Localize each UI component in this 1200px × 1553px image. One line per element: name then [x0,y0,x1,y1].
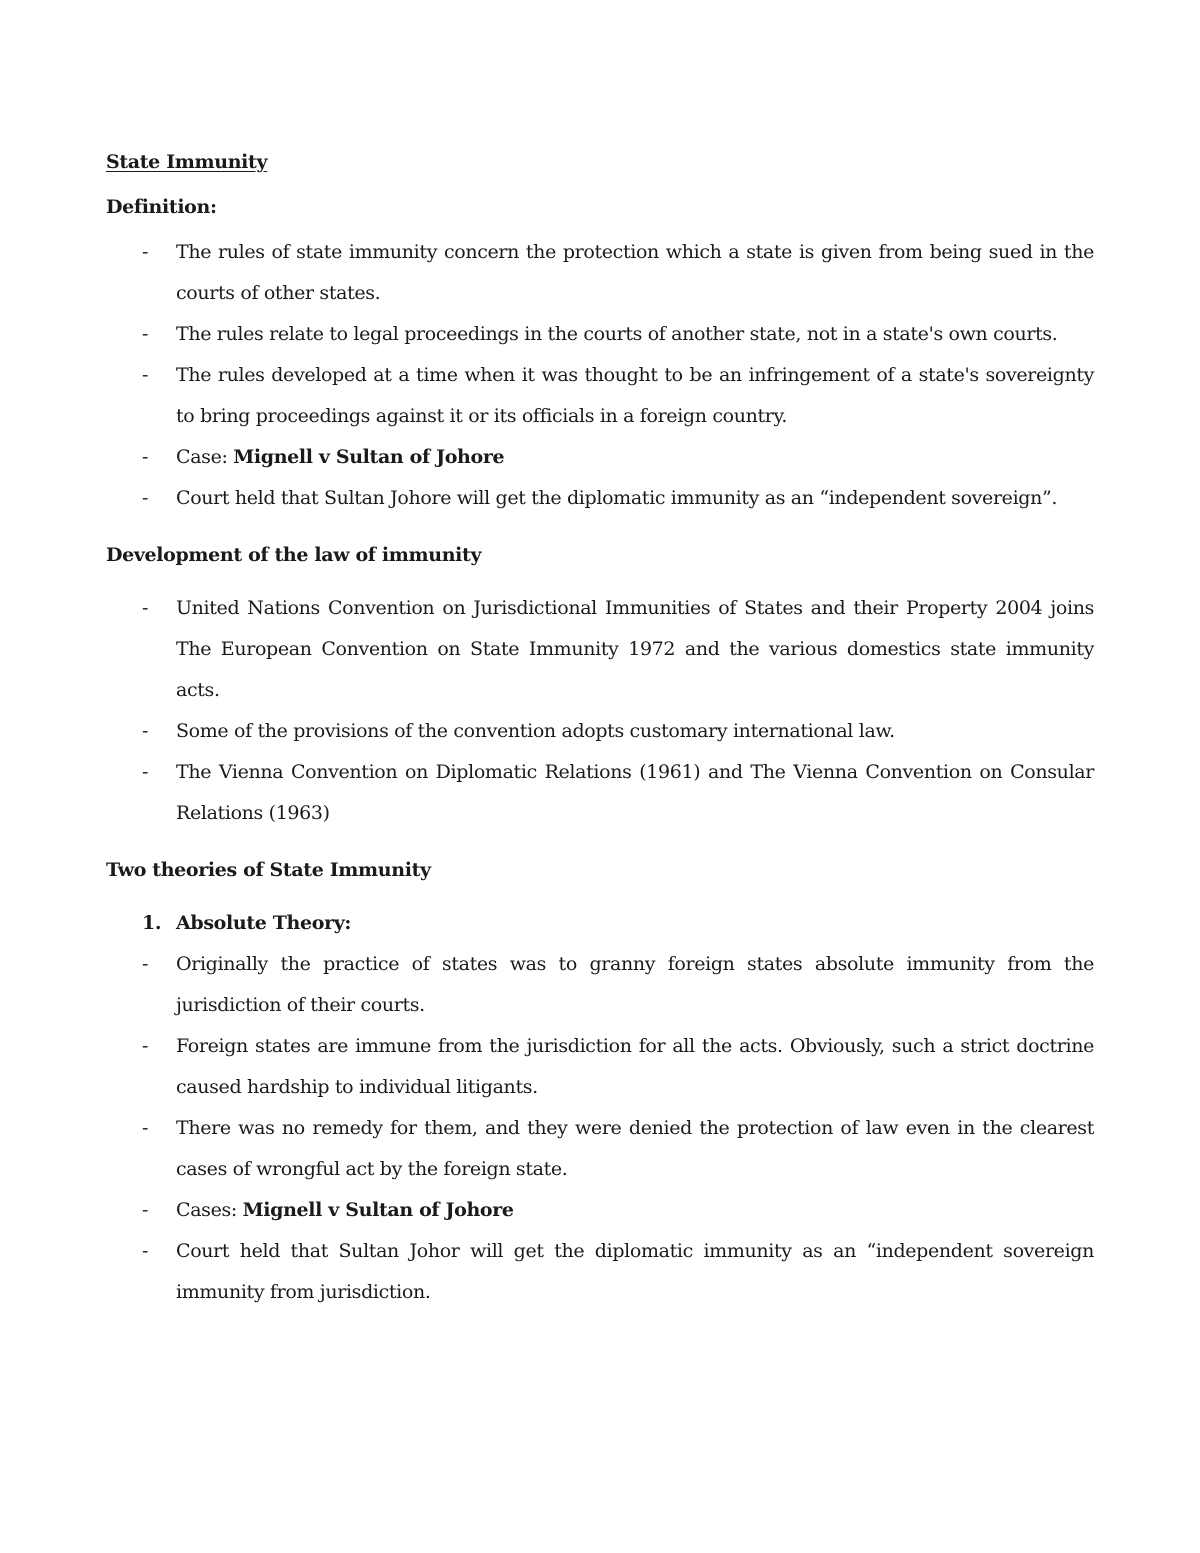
list-item [106,1231,1094,1313]
dash-bullet: - [142,597,149,619]
list-item [106,478,1094,519]
dash-bullet: - [142,953,149,975]
case-name: Mignell v Sultan of Johore [242,1199,514,1221]
list-item-text: Foreign states are immune from the jurisdiction for all the acts. Obviously, such a strict doctrine caused hardship to individual litigants. [176,1035,1094,1098]
development-list [106,588,1094,834]
page-title: State Immunity [106,151,268,173]
case-prefix: Cases: [176,1199,243,1221]
dash-bullet: - [142,487,149,509]
theory-one-heading [106,903,1094,944]
list-item [106,588,1094,711]
dash-bullet: - [142,1035,149,1057]
development-heading: Development of the law of immunity [106,544,482,566]
list-item-text: Originally the practice of states was to granny foreign states absolute immunity from the jurisdiction of their courts. [176,953,1094,1016]
dash-bullet: - [142,446,149,468]
list-item-text: There was no remedy for them, and they were denied the protection of law even in the clearest cases of wrongful act by the foreign state. [176,1117,1094,1180]
dash-bullet: - [142,1240,149,1262]
list-item [106,1026,1094,1108]
definition-label: Definition: [106,196,217,218]
list-item [106,232,1094,314]
list-item [106,314,1094,355]
dash-bullet: - [142,241,149,263]
theory-one-list [106,944,1094,1313]
theory-one-title: Absolute Theory: [176,912,352,934]
list-item-text: The rules of state immunity concern the protection which a state is given from being sued in the courts of other states. [176,241,1094,304]
definition-list [106,232,1094,519]
dash-bullet: - [142,323,149,345]
dash-bullet: - [142,1199,149,1221]
theories-heading: Two theories of State Immunity [106,859,431,881]
list-item [106,711,1094,752]
list-item [106,752,1094,834]
list-item-text: Some of the provisions of the convention adopts customary international law. [176,720,895,742]
dash-bullet: - [142,720,149,742]
list-item [106,1190,1094,1231]
case-prefix: Case: [176,446,234,468]
dash-bullet: - [142,761,149,783]
case-name: Mignell v Sultan of Johore [233,446,505,468]
list-item [106,944,1094,1026]
theory-one-number: 1. [142,912,162,934]
list-item [106,437,1094,478]
list-item [106,355,1094,437]
list-item-text: Court held that Sultan Johor will get the diplomatic immunity as an “independent sovereign immunity from jurisdiction. [176,1240,1094,1303]
list-item-text: The Vienna Convention on Diplomatic Relations (1961) and The Vienna Convention on Consular Relations (1963) [176,761,1094,824]
list-item-text: Court held that Sultan Johore will get the diplomatic immunity as an “independent sovereign”. [176,487,1058,509]
dash-bullet: - [142,1117,149,1139]
list-item-text: The rules developed at a time when it was thought to be an infringement of a state's sovereignty to bring proceedings against it or its officials in a foreign country. [176,364,1094,427]
list-item-text: United Nations Convention on Jurisdictional Immunities of States and their Property 2004 joins The European Convention on State Immunity 1972 and the various domestics state immunity acts. [176,597,1094,701]
document-content [106,142,1094,1313]
list-item [106,1108,1094,1190]
dash-bullet: - [142,364,149,386]
list-item-text: The rules relate to legal proceedings in the courts of another state, not in a state's own courts. [176,323,1058,345]
